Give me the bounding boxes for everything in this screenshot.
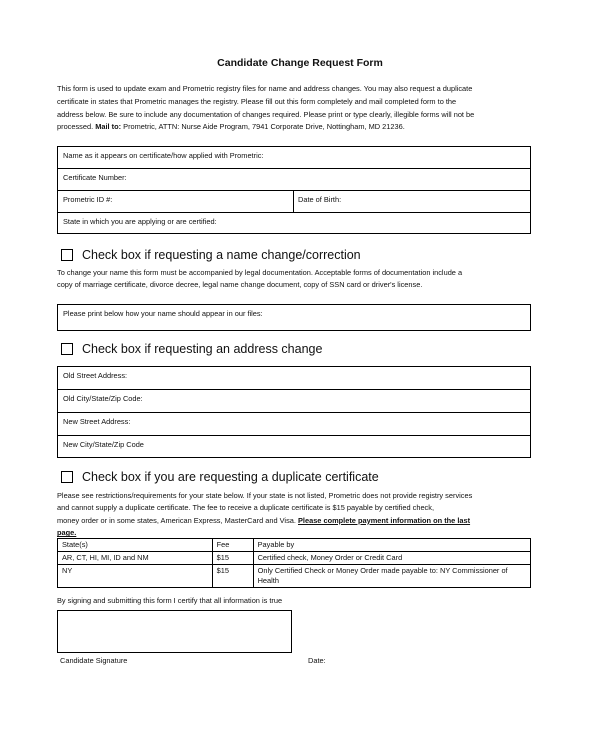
name-field-label: Name as it appears on certificate/how applied with Prometric: (63, 151, 264, 160)
state-field[interactable] (58, 213, 530, 233)
duplicate-note (57, 490, 537, 540)
address-change-checkbox[interactable] (61, 343, 73, 355)
name-change-note (57, 267, 527, 292)
dob-label: Date of Birth: (298, 195, 342, 204)
form-title: Candidate Change Request Form (217, 57, 383, 69)
prometric-id-label: Prometric ID #: (63, 195, 113, 204)
old-street-label: Old Street Address: (63, 371, 128, 380)
table-cell: AR, CT, HI, MI, ID and NM (58, 552, 213, 565)
table-cell: $15 (212, 552, 253, 565)
new-city-label: New City/State/Zip Code (63, 440, 144, 449)
note-line: To change your name this form must be accompanied by legal documentation. Acceptable forms of documentation include a (57, 268, 463, 277)
name-change-option (61, 248, 361, 262)
note-line-text: money order or in some states, American Express, MasterCard and Visa. (57, 515, 298, 525)
new-street-field[interactable] (58, 413, 530, 436)
note-line: copy of marriage certificate, divorce decree, legal name change document, copy of SSN card or driver's license. (57, 280, 423, 290)
intro-line (57, 121, 527, 134)
column-divider (293, 191, 294, 212)
table-cell: NY (58, 565, 213, 588)
old-city-field[interactable] (58, 390, 530, 413)
duplicate-certificate-option (61, 470, 379, 484)
address-change-option (61, 342, 322, 356)
header-cell: Payable by (253, 539, 530, 552)
signature-box[interactable] (57, 610, 292, 653)
old-city-label: Old City/State/Zip Code: (63, 394, 143, 403)
header-cell: State(s) (58, 539, 213, 552)
old-street-field[interactable] (58, 367, 530, 390)
date-label: Date: (308, 656, 326, 665)
table-row (58, 552, 531, 565)
address-change-label: Check box if requesting an address change (82, 342, 323, 356)
note-line (57, 515, 537, 527)
intro-line: address below. Be sure to include any documentation of changes required. Please print or type clearly, illegible forms will not be (57, 109, 475, 119)
intro-line: certificate in states that Prometric manages the registry. Please fill out this form completely and mail completed form to the (57, 96, 457, 106)
new-city-field[interactable] (58, 436, 530, 457)
id-dob-row (58, 191, 530, 213)
intro-line: This form is used to update exam and Prometric registry files for name and address changes. You may also request a duplicate (57, 84, 473, 93)
certificate-number-field[interactable] (58, 169, 530, 191)
table-header-row (58, 539, 531, 552)
new-name-label: Please print below how your name should appear in our files: (63, 309, 263, 318)
name-field[interactable] (58, 147, 530, 169)
payment-info-link[interactable]: Please complete payment information on the last (297, 515, 471, 525)
intro-paragraph (57, 83, 527, 134)
note-line: Please see restrictions/requirements for your state below. If your state is not listed, Prometric does not provide registry services (57, 491, 473, 500)
certificate-number-label: Certificate Number: (63, 173, 127, 182)
payment-info-link-cont[interactable]: page. (57, 528, 77, 538)
duplicate-certificate-checkbox[interactable] (61, 471, 73, 483)
mail-to-label: Mail to: (95, 122, 122, 132)
note-line: and cannot supply a duplicate certificate. The fee to receive a duplicate certificate is $15 payable by certified check, (57, 503, 435, 513)
table-cell: Only Certified Check or Money Order made payable to: NY Commissioner of Health (253, 565, 530, 588)
mail-to-address: Prometric, ATTN: Nurse Aide Program, 7941 Corporate Drive, Nottingham, MD 21236. (121, 122, 405, 132)
table-cell: Certified check, Money Order or Credit Card (253, 552, 530, 565)
new-name-field[interactable] (57, 304, 531, 331)
address-fields-box (57, 366, 531, 458)
new-street-label: New Street Address: (63, 417, 131, 426)
name-change-checkbox[interactable] (61, 249, 73, 261)
identity-fields-box (57, 146, 531, 234)
signature-label: Candidate Signature (60, 656, 128, 665)
certify-statement: By signing and submitting this form I certify that all information is true (57, 596, 283, 605)
table-cell: $15 (212, 565, 253, 588)
table-row (58, 565, 531, 588)
duplicate-certificate-label: Check box if you are requesting a duplicate certificate (82, 470, 379, 484)
intro-line-text: processed. (57, 122, 96, 132)
header-cell: Fee (212, 539, 253, 552)
fee-table (57, 538, 531, 588)
name-change-label: Check box if requesting a name change/correction (82, 248, 361, 262)
state-label: State in which you are applying or are certified: (63, 217, 217, 226)
